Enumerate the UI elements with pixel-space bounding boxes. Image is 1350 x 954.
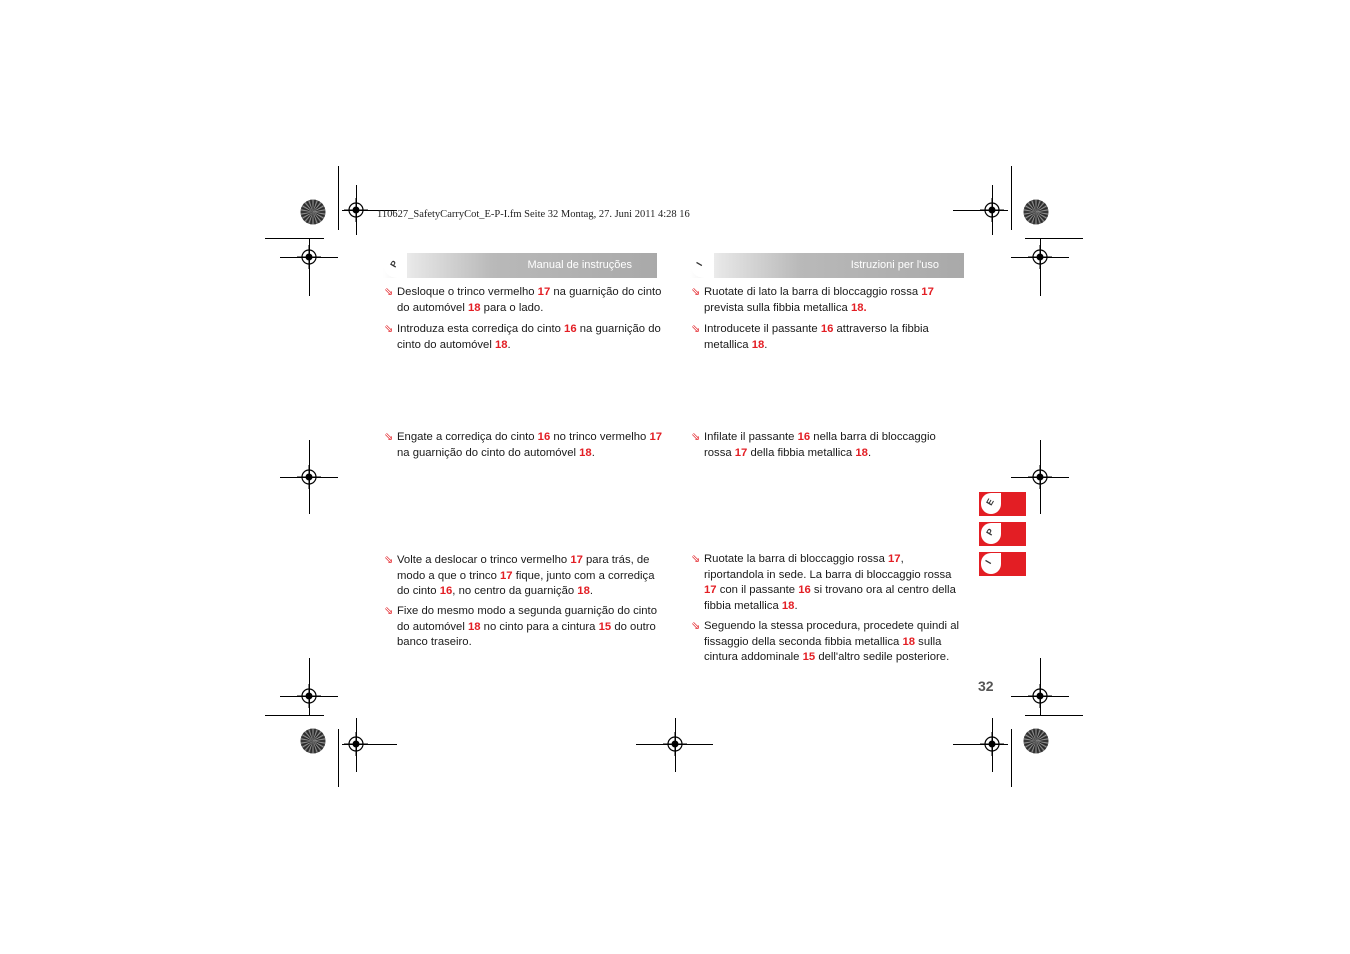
instruction-text: .: [794, 599, 798, 612]
instruction-text: Introducete il passante: [704, 323, 821, 335]
instruction-text: Volte a deslocar o trinco vermelho: [397, 554, 571, 566]
part-number: 18: [751, 338, 765, 351]
part-number: 18: [467, 620, 481, 633]
part-number: 18: [902, 635, 916, 648]
instruction-text: nella barra di bloccaggio rossa: [704, 431, 936, 459]
part-number: 17: [649, 431, 663, 443]
language-letter: P: [388, 258, 400, 270]
instruction-paragraph: [384, 430, 669, 461]
part-number: 16: [439, 585, 453, 598]
instruction-text: , riportandola in sede. La barra di bloccaggio rossa: [704, 553, 952, 581]
instruction-paragraph: [691, 552, 966, 614]
part-number: 18: [494, 338, 508, 351]
arrow-bullet-icon: ⇘: [384, 605, 394, 617]
instruction-text: .: [589, 585, 593, 598]
instruction-text: Seguendo la stessa procedura, procedete quindi al fissaggio della seconda fibbia metallica: [704, 620, 959, 648]
part-number: 17: [570, 554, 583, 566]
language-letter: I: [694, 260, 705, 268]
part-number: 15: [598, 620, 612, 633]
instruction-paragraph: [691, 619, 966, 666]
instruction-text: para trás, de modo a que o trinco: [397, 554, 650, 582]
instruction-paragraph: [384, 285, 669, 316]
part-number: 16: [537, 431, 551, 443]
language-tab-i[interactable]: I: [979, 552, 1026, 576]
part-number: 17: [500, 569, 513, 582]
color-wheel-icon: [1023, 728, 1049, 754]
color-wheel-icon: [300, 728, 326, 754]
arrow-bullet-icon: ⇘: [691, 553, 701, 565]
registration-mark-icon: [1028, 684, 1052, 708]
instruction-text: Desloque o trinco vermelho: [397, 286, 538, 298]
color-wheel-icon: [300, 199, 326, 225]
instruction-text: para o lado.: [480, 301, 544, 314]
part-number: 17: [537, 286, 551, 298]
instruction-text: no cinto para a cintura: [480, 620, 599, 633]
part-number: 17: [704, 584, 717, 597]
registration-mark-icon: [1028, 245, 1052, 269]
arrow-bullet-icon: ⇘: [691, 620, 701, 632]
language-tab-e[interactable]: E: [979, 492, 1026, 516]
instruction-text: , no centro da guarnição: [452, 585, 578, 598]
instruction-text: della fibbia metallica: [747, 446, 856, 459]
part-number: 16: [798, 584, 811, 597]
registration-mark-icon: [297, 245, 321, 269]
part-number: 16: [797, 431, 811, 443]
instruction-paragraph: [384, 322, 669, 353]
part-number: 18: [579, 446, 592, 459]
instruction-text: con il passante: [716, 584, 799, 597]
part-number: 18: [467, 301, 481, 314]
part-number: 18.: [850, 301, 867, 314]
header-title: Istruzioni per l'uso: [850, 259, 939, 271]
instruction-paragraph: [691, 430, 966, 461]
instruction-paragraph: [691, 285, 966, 316]
color-wheel-icon: [1023, 199, 1049, 225]
instruction-text: Engate a corrediça do cinto: [397, 431, 538, 443]
arrow-bullet-icon: ⇘: [384, 286, 394, 298]
registration-mark-icon: [297, 684, 321, 708]
instruction-text: sulla cintura addominale: [704, 635, 942, 664]
part-number: 16: [564, 323, 577, 335]
arrow-bullet-icon: ⇘: [691, 431, 701, 443]
instruction-text: fique, junto com a corrediça do cinto: [397, 569, 655, 598]
instruction-text: na guarnição do cinto do automóvel: [397, 286, 662, 314]
header-italian: [690, 253, 964, 278]
instruction-text: do outro banco traseiro.: [397, 620, 656, 649]
instruction-text: na guarnição do cinto do automóvel: [397, 323, 661, 351]
registration-mark-icon: [344, 198, 368, 222]
arrow-bullet-icon: ⇘: [384, 554, 394, 566]
part-number: 15: [802, 651, 816, 664]
part-number: 17: [734, 446, 748, 459]
registration-mark-icon: [980, 198, 1004, 222]
part-number: 17: [888, 553, 901, 565]
instruction-text: Fixe do mesmo modo a segunda guarnição do cinto do automóvel: [397, 605, 657, 633]
registration-mark-icon: [344, 732, 368, 756]
instruction-paragraph: [384, 553, 669, 600]
page-number: 32: [978, 678, 994, 694]
instruction-text: Infilate il passante: [704, 431, 798, 443]
registration-mark-icon: [663, 732, 687, 756]
registration-mark-icon: [980, 732, 1004, 756]
arrow-bullet-icon: ⇘: [384, 431, 394, 443]
instruction-text: .: [591, 446, 595, 459]
instruction-text: si trovano ora al centro della fibbia metallica: [704, 584, 956, 612]
instruction-text: .: [764, 338, 768, 351]
part-number: 18: [781, 599, 795, 612]
instruction-text: no trinco vermelho: [550, 431, 650, 443]
instruction-paragraph: [384, 604, 669, 651]
instruction-text: dell'altro sedile posteriore.: [815, 651, 950, 664]
part-number: 18: [577, 585, 590, 598]
instruction-paragraph: [691, 322, 966, 353]
header-portuguese: [383, 253, 657, 278]
registration-mark-icon: [297, 465, 321, 489]
instruction-text: na guarnição do cinto do automóvel: [397, 446, 580, 459]
language-tab-p[interactable]: P: [979, 522, 1026, 546]
instruction-text: Introduza esta corrediça do cinto: [397, 323, 565, 335]
instruction-text: Ruotate la barra di bloccaggio rossa: [704, 553, 888, 565]
arrow-bullet-icon: ⇘: [384, 323, 394, 335]
instruction-text: Ruotate di lato la barra di bloccaggio rossa: [704, 286, 922, 298]
registration-mark-icon: [1028, 465, 1052, 489]
instruction-text: .: [507, 338, 511, 351]
instruction-text: attraverso la fibbia metallica: [704, 323, 929, 351]
instruction-text: prevista sulla fibbia metallica: [704, 301, 851, 314]
arrow-bullet-icon: ⇘: [691, 286, 701, 298]
part-number: 18: [855, 446, 868, 459]
part-number: 17: [921, 286, 934, 298]
arrow-bullet-icon: ⇘: [691, 323, 701, 335]
part-number: 16: [820, 323, 834, 335]
header-title: Manual de instruções: [527, 259, 632, 271]
file-info: 110627_SafetyCarryCot_E-P-I.fm Seite 32 Montag, 27. Juni 2011 4:28 16: [377, 209, 690, 220]
instruction-text: .: [867, 446, 872, 459]
